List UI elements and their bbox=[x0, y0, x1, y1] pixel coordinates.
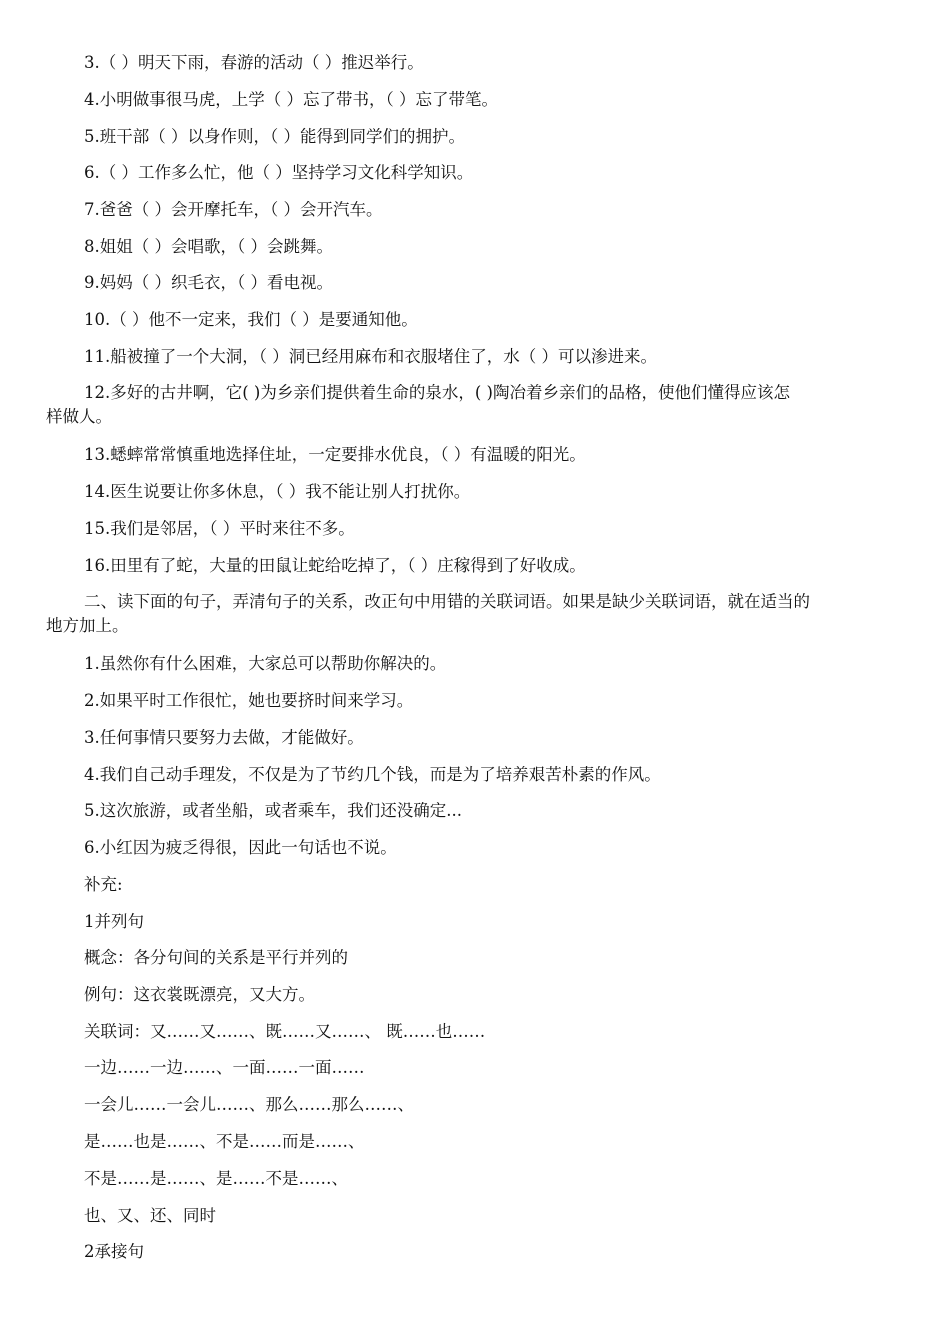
exercise-item-8: 8.姐姐（ ）会唱歌，（ ）会跳舞。 bbox=[84, 237, 333, 256]
successive-sentence-heading: 2承接句 bbox=[84, 1242, 144, 1261]
correction-item-2: 2.如果平时工作很忙，她也要挤时间来学习。 bbox=[84, 691, 414, 710]
conjunctions-line-1: 关联词：又……又……、既……又……、 既……也…… bbox=[84, 1022, 486, 1041]
correction-item-6: 6.小红因为疲乏得很，因此一句话也不说。 bbox=[84, 838, 397, 857]
correction-item-1: 1.虽然你有什么困难，大家总可以帮助你解决的。 bbox=[84, 654, 447, 673]
conjunctions-line-4: 是……也是……、不是……而是……、 bbox=[84, 1132, 365, 1151]
correction-item-5: 5.这次旅游，或者坐船，或者乘车，我们还没确定... bbox=[84, 801, 462, 820]
exercise-item-12-line1: 12.多好的古井啊，它( )为乡亲们提供着生命的泉水，( )陶冶着乡亲们的品格，使他们懂得应该怎 bbox=[84, 383, 790, 402]
exercise-item-10: 10.（ ）他不一定来，我们（ ）是要通知他。 bbox=[84, 310, 418, 329]
exercise-item-6: 6.（ ）工作多么忙，他（ ）坚持学习文化科学知识。 bbox=[84, 163, 474, 182]
conjunctions-line-6: 也、又、还、同时 bbox=[84, 1206, 216, 1225]
exercise-item-15: 15.我们是邻居，（ ）平时来往不多。 bbox=[84, 519, 355, 538]
exercise-item-11: 11.船被撞了一个大洞，（ ）洞已经用麻布和衣服堵住了，水（ ）可以渗进来。 bbox=[84, 347, 657, 366]
exercise-item-4: 4.小明做事很马虎，上学（ ）忘了带书，（ ）忘了带笔。 bbox=[84, 90, 498, 109]
exercise-item-16: 16.田里有了蛇，大量的田鼠让蛇给吃掉了，（ ）庄稼得到了好收成。 bbox=[84, 556, 586, 575]
concept-text: 概念：各分句间的关系是平行并列的 bbox=[84, 948, 348, 967]
section2-heading-line2: 地方加上。 bbox=[46, 616, 129, 635]
exercise-item-12-line2: 样做人。 bbox=[46, 407, 112, 426]
conjunctions-line-3: 一会儿……一会儿……、那么……那么……、 bbox=[84, 1095, 414, 1114]
exercise-item-7: 7.爸爸（ ）会开摩托车，（ ）会开汽车。 bbox=[84, 200, 383, 219]
correction-item-3: 3.任何事情只要努力去做，才能做好。 bbox=[84, 728, 364, 747]
supplement-heading: 补充: bbox=[84, 875, 123, 894]
section2-heading-line1: 二、读下面的句子，弄清句子的关系，改正句中用错的关联词语。如果是缺少关联词语，就在适当的 bbox=[84, 592, 810, 611]
conjunctions-line-2: 一边……一边……、一面……一面…… bbox=[84, 1058, 365, 1077]
exercise-item-5: 5.班干部（ ）以身作则，（ ）能得到同学们的拥护。 bbox=[84, 127, 465, 146]
example-sentence: 例句：这衣裳既漂亮，又大方。 bbox=[84, 985, 315, 1004]
exercise-item-9: 9.妈妈（ ）织毛衣，（ ）看电视。 bbox=[84, 273, 333, 292]
correction-item-4: 4.我们自己动手理发，不仅是为了节约几个钱，而是为了培养艰苦朴素的作风。 bbox=[84, 765, 661, 784]
section2-heading bbox=[46, 590, 908, 638]
exercise-item-14: 14.医生说要让你多休息，（ ）我不能让别人打扰你。 bbox=[84, 482, 471, 501]
exercise-item-13: 13.蟋蟀常常慎重地选择住址，一定要排水优良，（ ）有温暖的阳光。 bbox=[84, 445, 586, 464]
conjunctions-line-5: 不是……是……、是……不是……、 bbox=[84, 1169, 348, 1188]
parallel-sentence-heading: 1并列句 bbox=[84, 912, 144, 931]
exercise-item-3: 3.（ ）明天下雨，春游的活动（ ）推迟举行。 bbox=[84, 53, 424, 72]
exercise-item-12 bbox=[46, 381, 908, 429]
